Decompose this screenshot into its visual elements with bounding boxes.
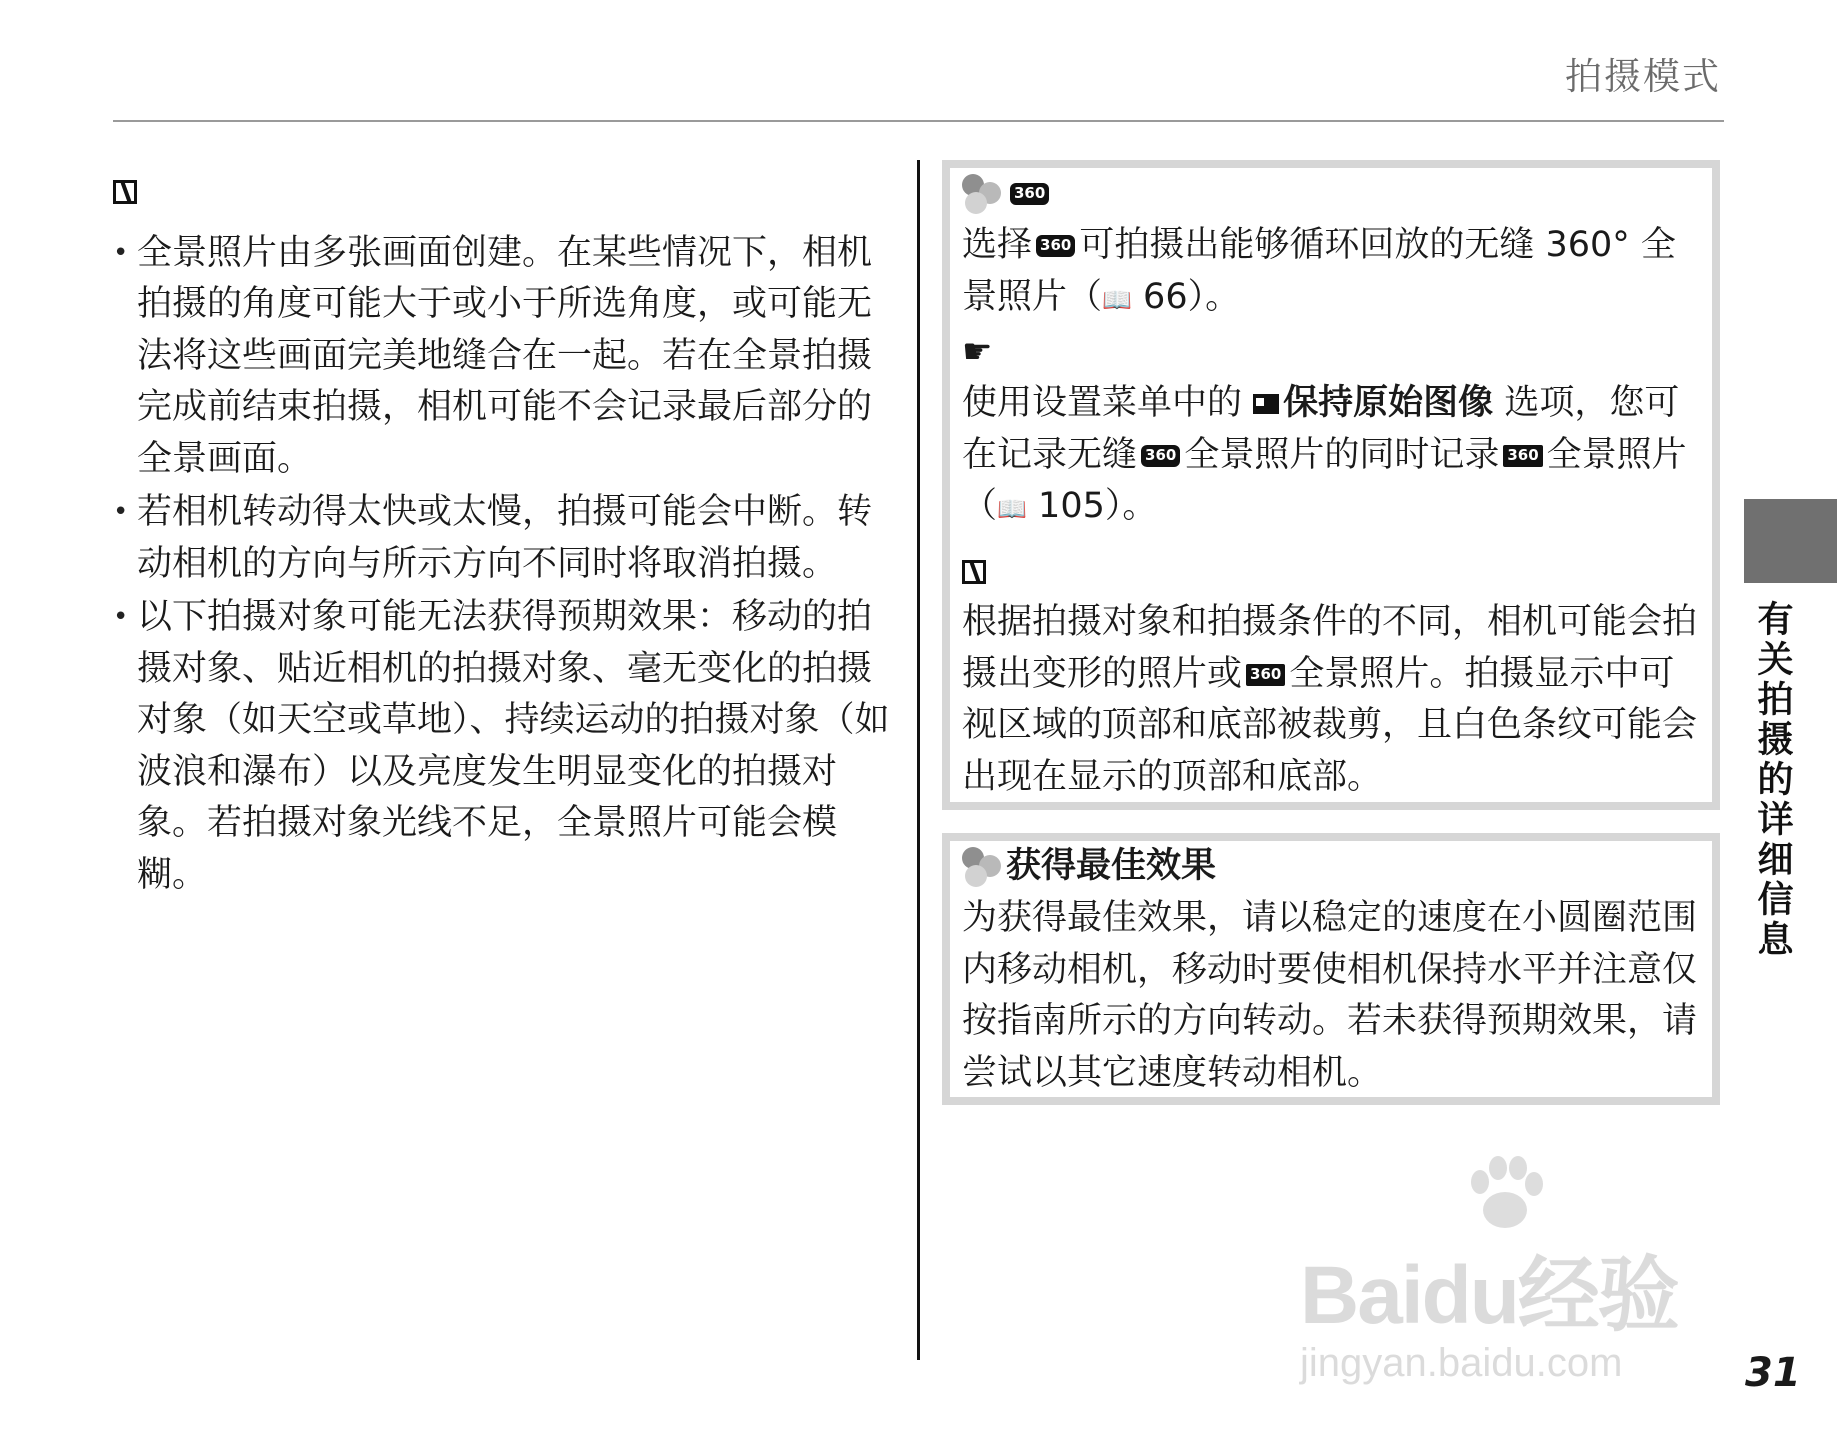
left-column — [113, 166, 903, 903]
page-reference: 66 — [1143, 276, 1188, 317]
list-item: • 以下拍摄对象可能无法获得预期效果：移动的拍摄对象、贴近相机的拍摄对象、毫无变化的拍摄对象（如天空或草地）、持续运动的拍摄对象（如波浪和瀑布）以及亮度发生明显变化的拍摄对象。若拍摄对象光线不足，全景照片可能会模糊。 — [113, 592, 903, 901]
info-box-best-results — [942, 833, 1720, 1105]
page-number: 31 — [1745, 1350, 1801, 1396]
header-rule — [113, 120, 1724, 122]
menu-option-name: 保持原始图像 — [1283, 383, 1494, 423]
column-divider — [917, 160, 920, 1360]
box-title: 获得最佳效果 — [1006, 846, 1217, 887]
setup-menu-icon — [1253, 394, 1279, 414]
pointing-hand-icon: ☛ — [962, 332, 993, 372]
box-heading — [962, 841, 1700, 893]
watermark — [1300, 1160, 1740, 1385]
paragraph — [962, 597, 1700, 803]
paw-logo-icon — [1460, 1150, 1550, 1240]
pan-360-icon: 360 — [1010, 183, 1049, 205]
page-header-title: 拍摄模式 — [1565, 55, 1721, 98]
paragraph: 为获得最佳效果，请以稳定的速度在小圆圈范围内移动相机，移动时要使相机保持水平并注意仅按指南所示的方向转动。若未获得预期效果，请尝试以其它速度转动相机。 — [962, 898, 1698, 1093]
pan-360-icon: 360 — [1036, 235, 1075, 257]
text: 根据拍摄对象和拍摄条件的不同，相机可能会拍摄出变形的照片或 — [962, 602, 1698, 694]
page-reference: 105 — [1038, 486, 1105, 526]
book-icon: 📖 — [997, 495, 1027, 523]
notes-list — [113, 228, 903, 902]
watermark-url: jingyan.baidu.com — [1300, 1341, 1623, 1385]
book-icon: 📖 — [1102, 285, 1132, 314]
watermark-logo: Baidu经验 — [1300, 1250, 1678, 1341]
chapter-label: 有关拍摄的详细信息 — [1752, 600, 1793, 960]
text: ）。 — [1187, 276, 1241, 317]
text: ）。 — [1104, 486, 1158, 526]
text: 全景照片的同时记录 — [1184, 434, 1500, 475]
text: 全景照片（ — [962, 434, 1687, 526]
text: 可拍摄出能够循环回放的无缝 360° 全景照片（ — [962, 225, 1676, 317]
hexagon-icon — [962, 174, 1006, 214]
pan-360-square-icon: 360 — [1246, 664, 1285, 686]
list-item: • 若相机转动得太快或太慢，拍摄可能会中断。转动相机的方向与所示方向不同时将取消拍摄。 — [113, 487, 903, 590]
text: 使用设置菜单中的 — [962, 383, 1243, 423]
hexagon-icon — [962, 847, 1006, 887]
note-icon — [113, 180, 137, 204]
text: 选项，您可在记录无缝 — [962, 383, 1680, 475]
text: 选择 — [962, 225, 1033, 265]
pan-360-square-icon: 360 — [1503, 445, 1542, 467]
chapter-tab — [1744, 499, 1837, 583]
box-heading — [962, 168, 1700, 220]
pan-360-icon: 360 — [1141, 445, 1180, 467]
text: 全景照片。拍摄显示中可视区域的顶部和底部被裁剪，且白色条纹可能会出现在显示的顶部和底部。 — [962, 653, 1698, 797]
list-item: • 全景照片由多张画面创建。在某些情况下，相机拍摄的角度可能大于或小于所选角度，或可能无法将这些画面完美地缝合在一起。若在全景拍摄完成前结束拍摄，相机可能不会记录最后部分的全景画面。 — [113, 228, 903, 486]
paragraph — [962, 378, 1700, 536]
note-icon — [962, 560, 986, 584]
paragraph — [962, 220, 1700, 326]
info-box-360 — [942, 160, 1720, 810]
